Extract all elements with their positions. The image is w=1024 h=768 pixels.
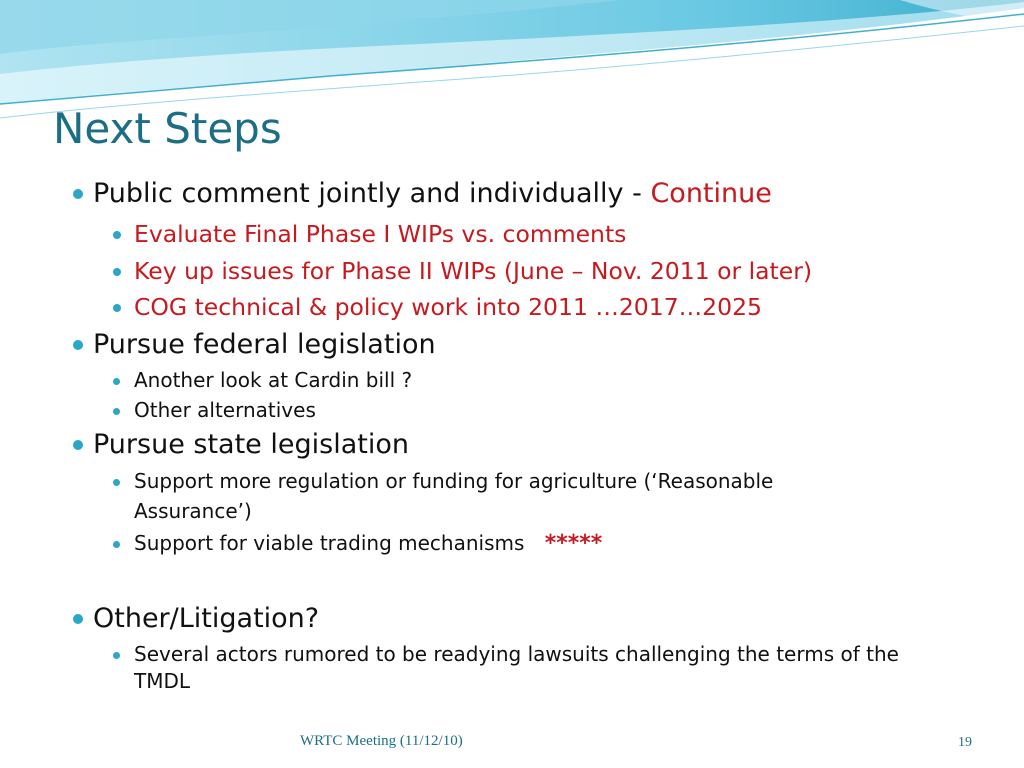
bullet-text: Pursue state legislation [93, 429, 409, 460]
subitem-text: Several actors rumored to be readying lawsuits challenging the terms of the [134, 642, 899, 666]
bullet-dot-icon [73, 189, 83, 199]
bullet-dot-icon [113, 378, 120, 385]
bullet-federal-legislation [93, 328, 436, 362]
bullet-dot-icon [113, 231, 121, 239]
subitem-key-up-issues [134, 256, 812, 286]
slide-footer: WRTC Meeting (11/12/10) [300, 733, 463, 749]
bullet-dot-icon [113, 541, 120, 548]
bullet-dot-icon [113, 268, 121, 276]
subitem-cog-work [134, 292, 762, 322]
subitem-lawsuits [134, 641, 899, 668]
bullet-dot-icon [73, 614, 83, 624]
subitem-trading-mechanisms [134, 530, 602, 557]
bullet-litigation [93, 602, 319, 636]
slide-title: Next Steps [53, 104, 282, 153]
subitem-text: Support more regulation or funding for agriculture (‘Reasonable [134, 469, 774, 493]
bullet-dot-icon [113, 408, 120, 415]
bullet-public-comment [93, 177, 772, 211]
continue-highlight: Continue [650, 178, 772, 209]
subitem-text: Another look at Cardin bill ? [134, 368, 413, 392]
subitem-text: Assurance’) [134, 499, 252, 523]
subitem-support-regulation-cont [134, 498, 252, 525]
subitem-text: Other alternatives [134, 398, 316, 422]
bullet-dot-icon [113, 652, 120, 659]
subitem-cardin-bill [134, 367, 412, 394]
subitem-text: TMDL [134, 669, 191, 693]
subitem-support-regulation [134, 468, 773, 495]
subitem-text: Support for viable trading mechanisms [134, 531, 525, 555]
subitem-text: Evaluate Final Phase I WIPs vs. comments [134, 220, 627, 248]
subitem-lawsuits-cont [134, 668, 190, 695]
subitem-text: COG technical & policy work into 2011 …2017…2025 [134, 293, 762, 321]
page-number: 19 [958, 735, 972, 750]
bullet-state-legislation [93, 428, 409, 462]
bullet-dot-icon [73, 440, 83, 450]
subitem-other-alternatives [134, 397, 316, 424]
subitem-evaluate-wips [134, 219, 626, 249]
bullet-text: Other/Litigation? [93, 603, 320, 634]
emphasis-stars: ***** [544, 531, 603, 556]
subitem-text: Key up issues for Phase II WIPs (June – Nov. 2011 or later) [134, 257, 813, 285]
bullet-dot-icon [73, 340, 83, 350]
bullet-text: Public comment jointly and individually - [93, 178, 642, 209]
bullet-text: Pursue federal legislation [93, 329, 436, 360]
bullet-dot-icon [113, 304, 121, 312]
bullet-dot-icon [113, 479, 120, 486]
